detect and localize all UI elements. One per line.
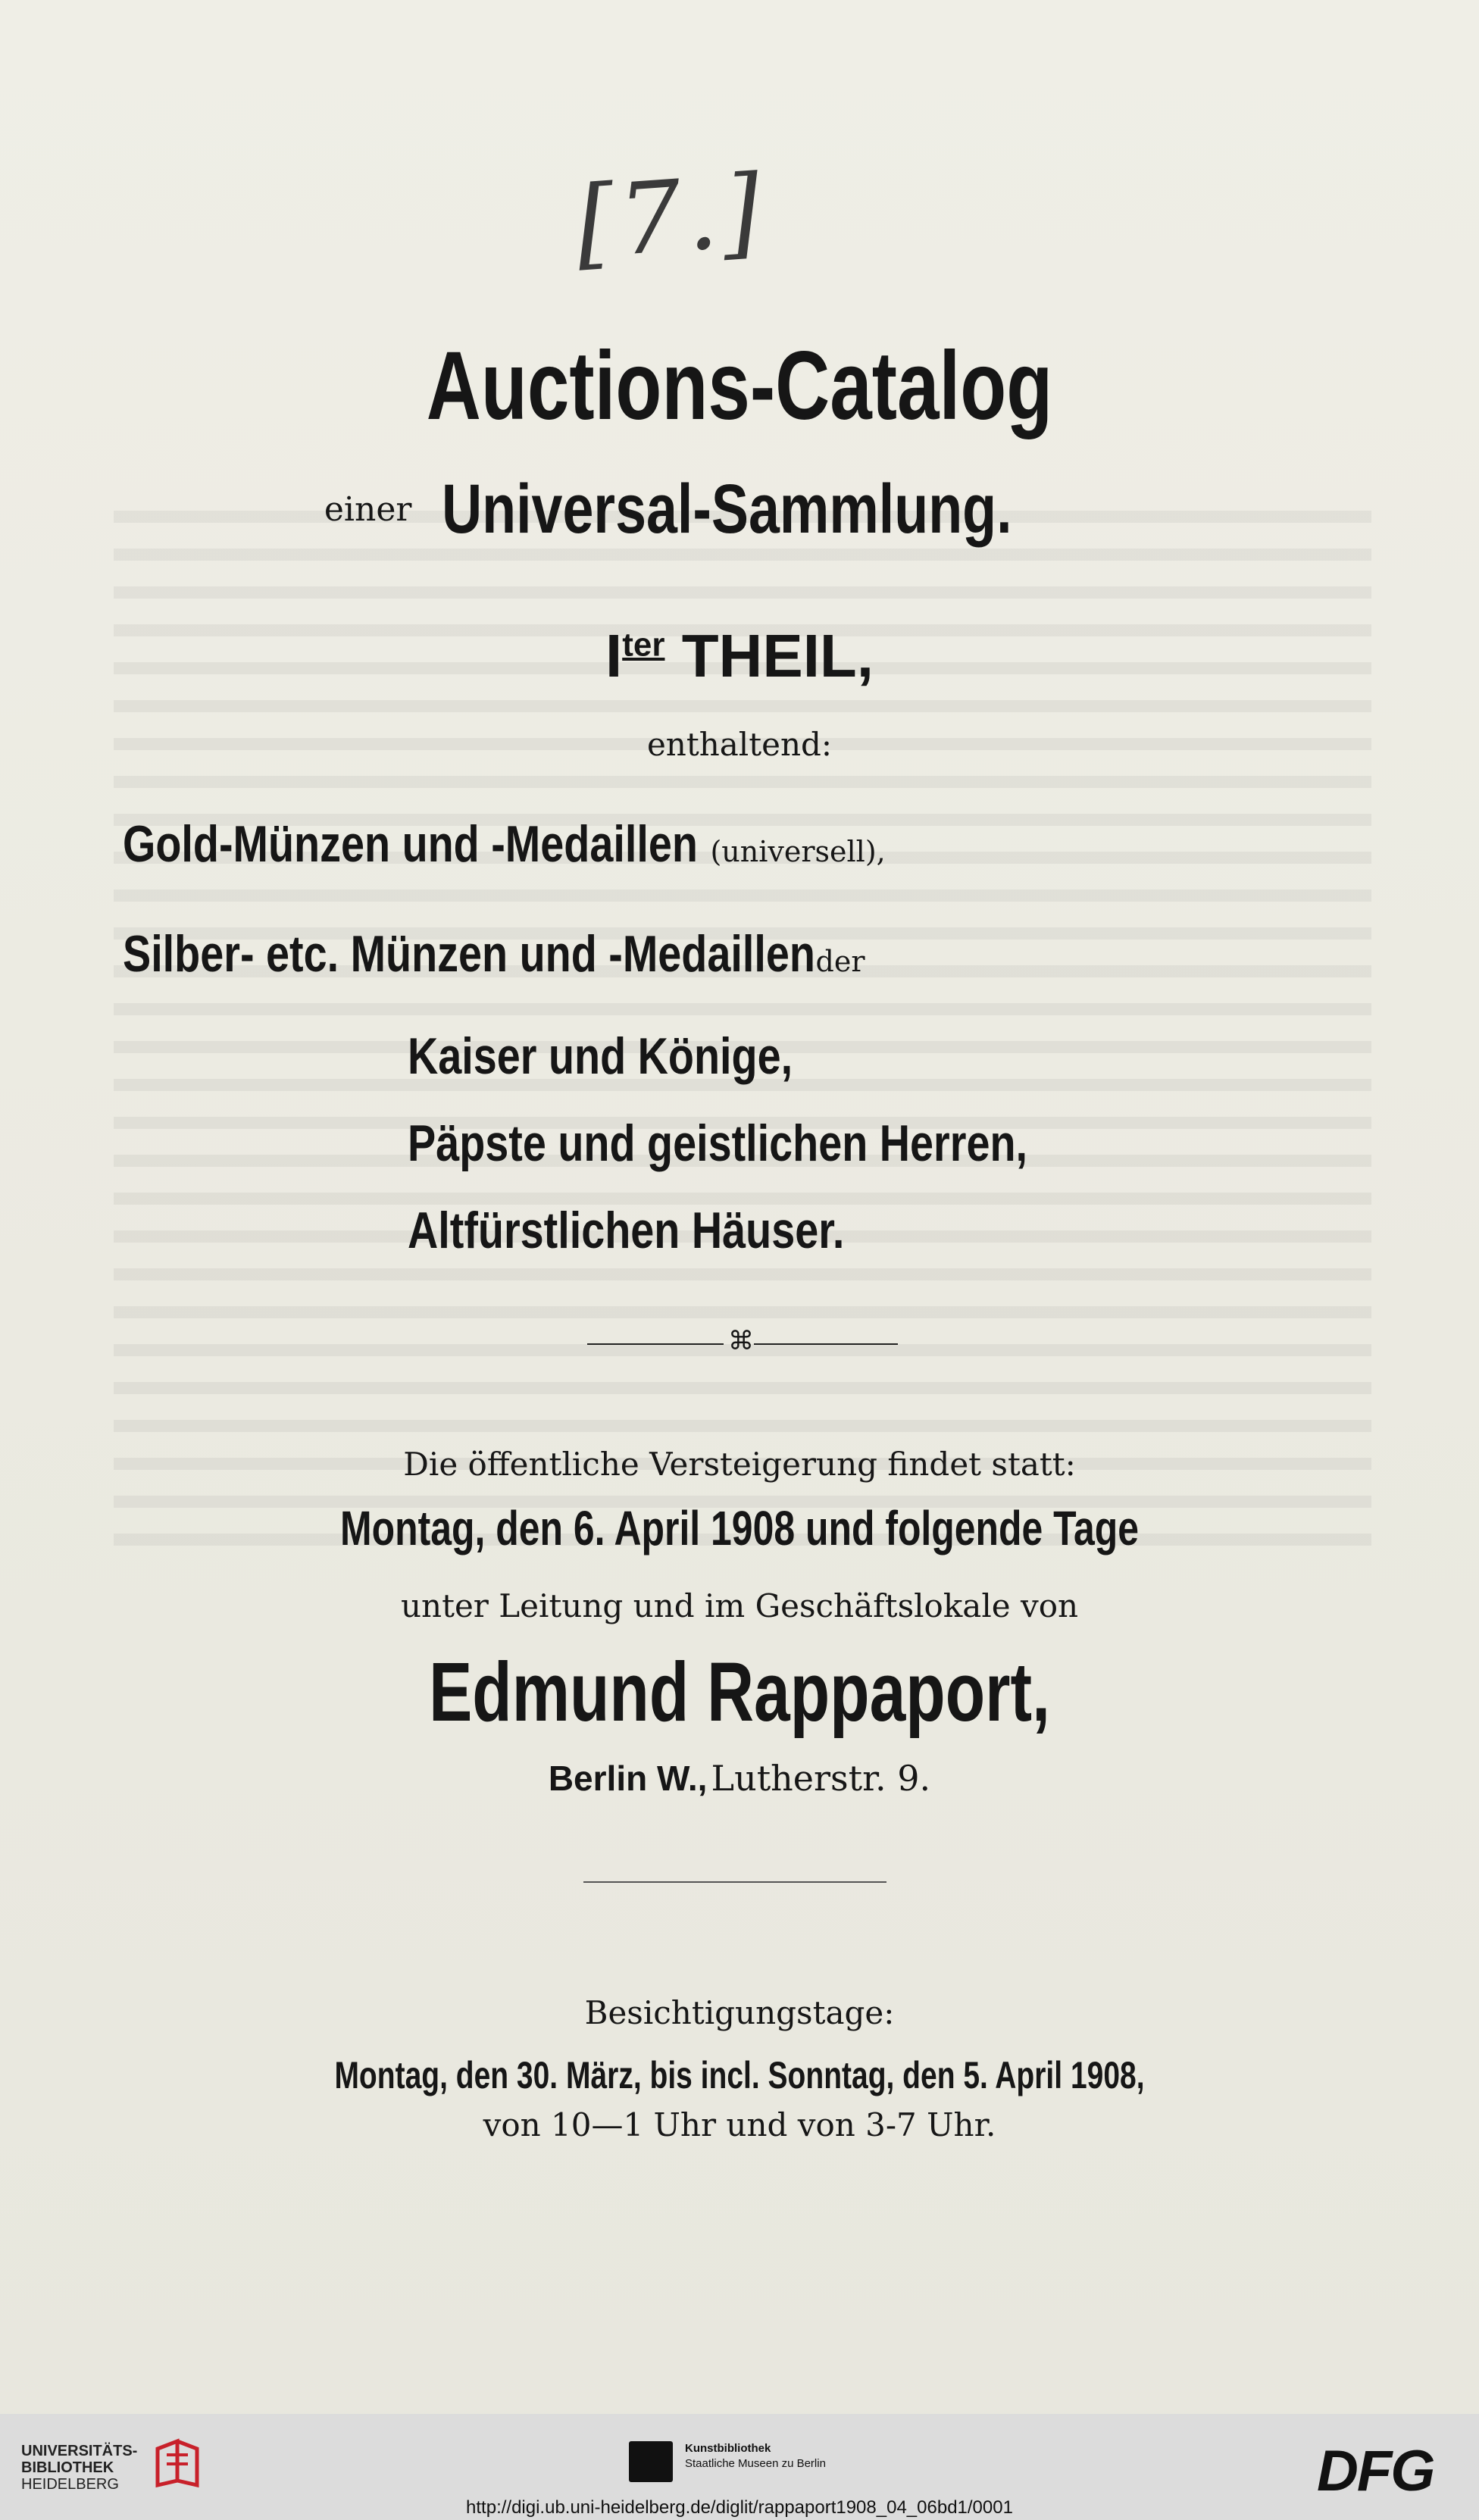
part-numeral: I [605,622,623,689]
address-city: Berlin W., [548,1759,708,1798]
part-heading [0,621,1479,691]
library-book-icon [150,2435,203,2488]
gold-line [123,814,1411,874]
kb-subtitle: Staatliche Museen zu Berlin [685,2457,826,2470]
auction-intro: Die öffentliche Versteigerung findet statt: [403,1446,1076,1483]
address-line [0,1758,1479,1799]
permalink-url[interactable]: http://digi.ub.uni-heidelberg.de/diglit/rappaport1908_04_06bd1/0001 [466,2497,1013,2518]
kunstbibliothek-icon [629,2441,673,2482]
ornamental-divider [587,1326,898,1356]
auction-management: unter Leitung und im Geschäftslokale von [400,1587,1079,1624]
library-name-line1: UNIVERSITÄTS- [21,2443,138,2459]
address-street: Lutherstr. 9. [711,1758,931,1799]
part-superscript: ter [622,626,665,664]
altfuerst-line: Altfürstlichen Häuser. [408,1202,845,1259]
divider-right-rule [754,1343,898,1345]
viewing-times: von 10—1 Uhr und von 3-7 Uhr. [483,2106,996,2143]
silver-note: der [815,945,865,978]
auctioneer-name: Edmund Rappaport, [429,1646,1050,1739]
subtitle-line [0,470,1479,553]
subtitle-prefix: einer [324,490,412,529]
gold-note: (universell), [710,835,886,868]
dfg-logo[interactable]: DFG [1317,2439,1434,2503]
digitization-footer [0,2414,1479,2520]
viewing-dates: Montag, den 30. März, bis incl. Sonntag, den 5. April 1908, [334,2054,1145,2096]
kb-name: Kunstbibliothek [685,2442,771,2455]
handwritten-shelf-mark: [7.] [572,152,769,281]
containing-label: enthaltend: [646,726,833,763]
silver-line [123,924,1411,984]
auction-date: Montag, den 6. April 1908 und folgende Tage [340,1501,1139,1555]
kaiser-line: Kaiser und Könige, [408,1027,793,1085]
catalog-title: Auctions-Catalog [426,332,1053,440]
silver-coins-text: Silber- etc. Münzen und -Medaillen [123,925,815,983]
subtitle: Universal-Sammlung. [442,471,1012,548]
part-label: THEIL, [681,622,874,689]
paepste-line: Päpste und geistlichen Herren, [408,1115,1028,1172]
viewing-label: Besichtigungstage: [584,1994,895,2031]
heidelberg-library-logo[interactable] [21,2443,137,2493]
library-name-line3: HEIDELBERG [21,2476,119,2493]
library-name-line2: BIBLIOTHEK [21,2459,114,2476]
section-rule [583,1881,886,1883]
gold-coins-text: Gold-Münzen und -Medaillen [123,815,698,873]
divider-ornament-icon: ⌘ [728,1326,754,1356]
divider-left-rule [587,1343,724,1345]
